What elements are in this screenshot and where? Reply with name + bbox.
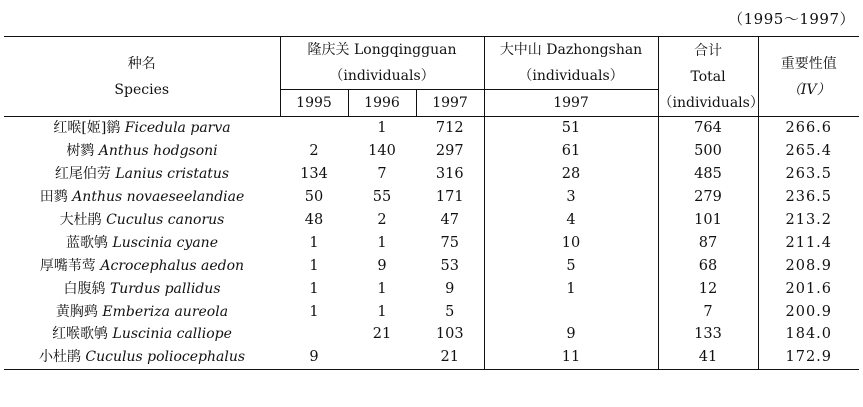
count-1997-lqg: 75 xyxy=(440,234,459,251)
count-1997-lqg: 171 xyxy=(435,189,464,206)
species-cell xyxy=(4,277,280,300)
header-dazhongshan-unit: （individuals） xyxy=(518,68,624,84)
count-1997-dzs: 4 xyxy=(484,209,658,232)
header-species-cn: 种名 xyxy=(127,55,156,72)
count-1997-lqg: 712 xyxy=(435,120,464,137)
count-1996: 1 xyxy=(377,234,387,251)
header-longqingguan-unit: （individuals） xyxy=(329,68,435,84)
count-total: 764 xyxy=(658,117,758,140)
table-row xyxy=(4,254,859,277)
count-1996: 55 xyxy=(372,189,392,206)
count-1997-dzs: 51 xyxy=(484,117,658,140)
count-1997-lqg: 297 xyxy=(435,143,464,160)
header-total-unit: （individuals） xyxy=(658,94,764,111)
count-1997-lqg: 9 xyxy=(445,280,455,297)
importance-value: 184.0 xyxy=(758,323,859,346)
header-iv xyxy=(758,37,859,117)
count-1995: 1 xyxy=(309,303,319,320)
header-dazhongshan xyxy=(484,37,658,90)
species-cn: 田鹨 xyxy=(39,189,68,206)
table-row xyxy=(4,277,859,300)
table-row xyxy=(4,346,859,369)
count-1997-lqg: 21 xyxy=(416,346,484,369)
species-cn: 树鹨 xyxy=(66,143,95,160)
table-period-label: （1995～1997） xyxy=(728,10,855,28)
count-1996: 9 xyxy=(377,257,387,274)
importance-value: 201.6 xyxy=(758,277,859,300)
species-cell xyxy=(4,163,280,186)
table-row xyxy=(4,300,859,323)
species-cell xyxy=(4,231,280,254)
table-row xyxy=(4,117,859,140)
count-1995: 1 xyxy=(309,234,319,251)
count-1997-dzs: 28 xyxy=(484,163,658,186)
importance-value: 236.5 xyxy=(758,186,859,209)
species-latin: Acrocephalus aedon xyxy=(100,257,245,274)
species-cell xyxy=(4,346,280,369)
header-year-1996: 1996 xyxy=(348,90,416,117)
species-cell xyxy=(4,323,280,346)
table-row xyxy=(4,323,859,346)
count-1995: 50 xyxy=(304,189,324,206)
count-1997-lqg: 53 xyxy=(440,257,459,274)
header-year-1997-lqg: 1997 xyxy=(416,90,484,117)
count-1996: 1 xyxy=(377,120,387,137)
table-row xyxy=(4,231,859,254)
species-cell xyxy=(4,209,280,232)
count-total: 101 xyxy=(658,209,758,232)
species-cn: 大杜鹃 xyxy=(59,212,102,228)
header-total-cn: 合计 xyxy=(694,42,723,59)
importance-value: 263.5 xyxy=(758,163,859,186)
species-cn: 小杜鹃 xyxy=(38,349,81,366)
count-1996: 7 xyxy=(377,166,387,183)
importance-value: 172.9 xyxy=(758,346,859,369)
species-latin: Luscinia cyane xyxy=(112,234,218,251)
header-species xyxy=(4,37,280,117)
count-1997-dzs: 1 xyxy=(484,277,658,300)
importance-value: 213.2 xyxy=(758,209,859,232)
count-1996: 2 xyxy=(377,212,387,228)
species-cell xyxy=(4,140,280,163)
table-row xyxy=(4,163,859,186)
header-year-1997-dzs: 1997 xyxy=(484,90,658,117)
count-1997-lqg: 47 xyxy=(440,212,459,228)
count-total: 87 xyxy=(658,231,758,254)
table-row xyxy=(4,186,859,209)
species-cn: 红喉歌鸲 xyxy=(52,326,109,343)
count-1997-dzs: 10 xyxy=(484,231,658,254)
count-total: 279 xyxy=(658,186,758,209)
count-total: 7 xyxy=(658,300,758,323)
header-total xyxy=(658,37,764,117)
header-dazhongshan-name: 大中山 Dazhongshan xyxy=(499,42,643,58)
count-total: 12 xyxy=(658,277,758,300)
species-individuals-table xyxy=(4,36,859,370)
species-cn: 厚嘴苇莺 xyxy=(39,257,96,274)
species-latin: Emberiza aureola xyxy=(102,303,229,320)
species-cn: 黄胸鹀 xyxy=(55,303,98,320)
count-1996 xyxy=(348,346,416,369)
count-1997-dzs xyxy=(484,300,658,323)
count-1996: 1 xyxy=(377,280,387,297)
species-cell xyxy=(4,254,280,277)
header-species-en: Species xyxy=(114,81,170,98)
species-latin: Ficedula parva xyxy=(124,120,231,137)
importance-value: 208.9 xyxy=(758,254,859,277)
count-1995 xyxy=(280,117,348,140)
species-latin: Turdus pallidus xyxy=(109,280,221,297)
species-cn: 红喉[姬]鹟 xyxy=(53,120,121,137)
count-1997-dzs: 11 xyxy=(484,346,658,369)
species-cell xyxy=(4,300,280,323)
count-1995: 1 xyxy=(309,257,319,274)
count-total: 68 xyxy=(658,254,758,277)
table-row xyxy=(4,140,859,163)
count-1995: 2 xyxy=(309,143,319,160)
count-total: 485 xyxy=(658,163,758,186)
species-cn: 红尾伯劳 xyxy=(54,166,111,183)
species-cell xyxy=(4,117,280,140)
count-1996: 21 xyxy=(372,326,392,343)
count-1997-dzs: 61 xyxy=(484,140,658,163)
count-1995: 9 xyxy=(280,346,348,369)
count-1997-lqg: 5 xyxy=(445,303,455,320)
count-1995: 1 xyxy=(309,280,319,297)
header-longqingguan-name: 隆庆关 Longqingguan xyxy=(307,42,457,58)
species-cell xyxy=(4,186,280,209)
count-1995: 134 xyxy=(300,166,328,183)
count-1996: 1 xyxy=(377,303,387,320)
header-year-1995: 1995 xyxy=(280,90,348,117)
header-iv-cn: 重要性值 xyxy=(780,55,837,72)
species-latin: Anthus hodgsoni xyxy=(98,143,218,160)
importance-value: 265.4 xyxy=(758,140,859,163)
count-total: 41 xyxy=(658,346,758,369)
header-total-en: Total xyxy=(690,68,726,85)
species-latin: Anthus novaeseelandiae xyxy=(72,189,245,206)
importance-value: 211.4 xyxy=(758,231,859,254)
species-cn: 蓝歌鸲 xyxy=(66,234,109,251)
species-latin: Cuculus poliocephalus xyxy=(85,349,246,366)
count-total: 500 xyxy=(658,140,758,163)
species-cn: 白腹鸫 xyxy=(63,280,106,297)
importance-value: 200.9 xyxy=(758,300,859,323)
table-row xyxy=(4,209,859,232)
importance-value: 266.6 xyxy=(758,117,859,140)
count-1996: 140 xyxy=(368,143,396,160)
species-latin: Luscinia calliope xyxy=(112,326,232,343)
count-1997-lqg: 103 xyxy=(435,326,464,343)
count-1997-dzs: 3 xyxy=(484,186,658,209)
header-iv-abbr: （IV） xyxy=(786,81,831,98)
species-latin: Cuculus canorus xyxy=(106,212,225,228)
count-1997-dzs: 5 xyxy=(484,254,658,277)
count-total: 133 xyxy=(658,323,758,346)
count-1997-dzs: 9 xyxy=(484,323,658,346)
count-1995 xyxy=(280,323,348,346)
header-longqingguan xyxy=(280,37,484,90)
count-1995: 48 xyxy=(304,212,324,228)
count-1997-lqg: 316 xyxy=(435,166,464,183)
species-latin: Lanius cristatus xyxy=(115,166,230,183)
